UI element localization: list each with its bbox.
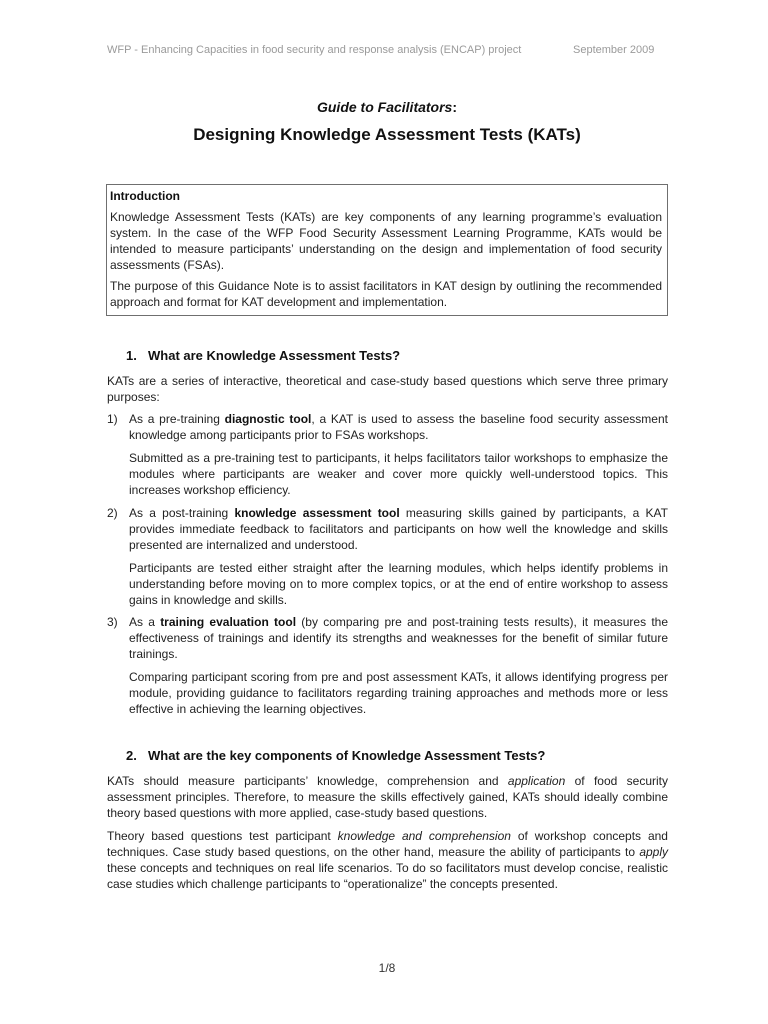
list-marker: 1) <box>107 412 118 426</box>
section-2-heading <box>126 748 545 763</box>
bold-term: diagnostic tool <box>224 412 312 426</box>
purpose-item <box>107 411 668 443</box>
italic-term: knowledge and comprehension <box>337 829 511 843</box>
bold-term: training evaluation tool <box>160 615 297 629</box>
text-run: these concepts and techniques on real life scenarios. To do so facilitators must develop concise, realistic case studies which challenge participants to “operationalize” the concepts presented. <box>107 861 668 891</box>
section-2-paragraph <box>107 773 668 821</box>
italic-term: apply <box>639 845 668 859</box>
bold-term: knowledge assessment tool <box>234 506 400 520</box>
list-marker: 3) <box>107 615 118 629</box>
header-date: September 2009 <box>573 44 655 56</box>
section-number: 2. <box>126 748 137 763</box>
purpose-text <box>129 614 668 662</box>
guide-label-text: Guide to Facilitators <box>316 99 453 115</box>
header-project: WFP - Enhancing Capacities in food security and response analysis (ENCAP) project <box>107 44 522 56</box>
text-run: measuring skills gained by participants, a KAT provides immediate feedback to facilitators and participants on how well the knowledge and skills presented are internalized and understood. <box>129 506 668 552</box>
introduction-paragraph: Knowledge Assessment Tests (KATs) are key components of any learning programme’s evaluation system. In the case of the WFP Food Security Assessment Learning Programme, KATs would be intended to measure participants’ understanding on the design and implementation of food security assessments (FSAs). <box>110 210 662 272</box>
text-run: As a pre-training <box>129 412 225 426</box>
guide-label <box>0 99 768 115</box>
section-title: What are the key components of Knowledge Assessment Tests? <box>148 748 546 763</box>
purpose-text <box>129 411 668 443</box>
text-run: Theory based questions test participant <box>107 829 338 843</box>
introduction-box <box>106 184 668 316</box>
purpose-item <box>107 505 668 553</box>
section-number: 1. <box>126 348 137 363</box>
text-run: As a post-training <box>129 506 235 520</box>
document-title: Designing Knowledge Assessment Tests (KATs) <box>193 125 581 144</box>
purpose-detail: Participants are tested either straight after the learning modules, which helps identify problems in understanding before moving on to more complex topics, or at the end of entire workshop to assess gains in knowledge and skills. <box>129 561 668 607</box>
text-run: KATs should measure participants’ knowledge, comprehension and <box>107 774 508 788</box>
list-marker: 2) <box>107 506 118 520</box>
section-1-heading <box>126 348 400 363</box>
page-number: 1/8 <box>378 961 396 975</box>
section-1-lead: KATs are a series of interactive, theoretical and case-study based questions which serve three primary purposes: <box>107 374 668 404</box>
guide-label-colon: : <box>452 99 458 115</box>
purpose-detail: Comparing participant scoring from pre and post assessment KATs, it allows identifying progress per module, providing guidance to facilitators regarding training approaches and methods more or less effective in achieving the learning objectives. <box>129 670 668 716</box>
text-run: (by comparing pre and post-training tests results), it measures the effectiveness of trainings and identify its strengths and weaknesses for the benefit of similar future trainings. <box>129 615 668 661</box>
text-run: of workshop concepts and techniques. Case study based questions, on the other hand, measure the ability of participants to <box>107 829 668 859</box>
purpose-text <box>129 505 668 553</box>
text-run: As a <box>129 615 161 629</box>
purpose-detail: Submitted as a pre-training test to participants, it helps facilitators tailor workshops to emphasize the modules where participants are weaker and cover more quickly well-understood topics. This increases workshop efficiency. <box>129 451 668 497</box>
text-run: of food security assessment principles. Therefore, to measure the skills effectively gained, KATs should ideally combine theory based questions with more applied, case-study based questions. <box>107 774 668 820</box>
introduction-paragraph: The purpose of this Guidance Note is to assist facilitators in KAT design by outlining the recommended approach and format for KAT development and implementation. <box>110 279 662 309</box>
italic-term: application <box>507 774 566 788</box>
section-2-paragraph <box>107 828 668 892</box>
text-run: , a KAT is used to assess the baseline food security assessment knowledge among participants prior to FSAs workshops. <box>129 412 668 442</box>
introduction-heading: Introduction <box>110 189 180 203</box>
section-title: What are Knowledge Assessment Tests? <box>148 348 401 363</box>
purpose-item <box>107 614 668 662</box>
